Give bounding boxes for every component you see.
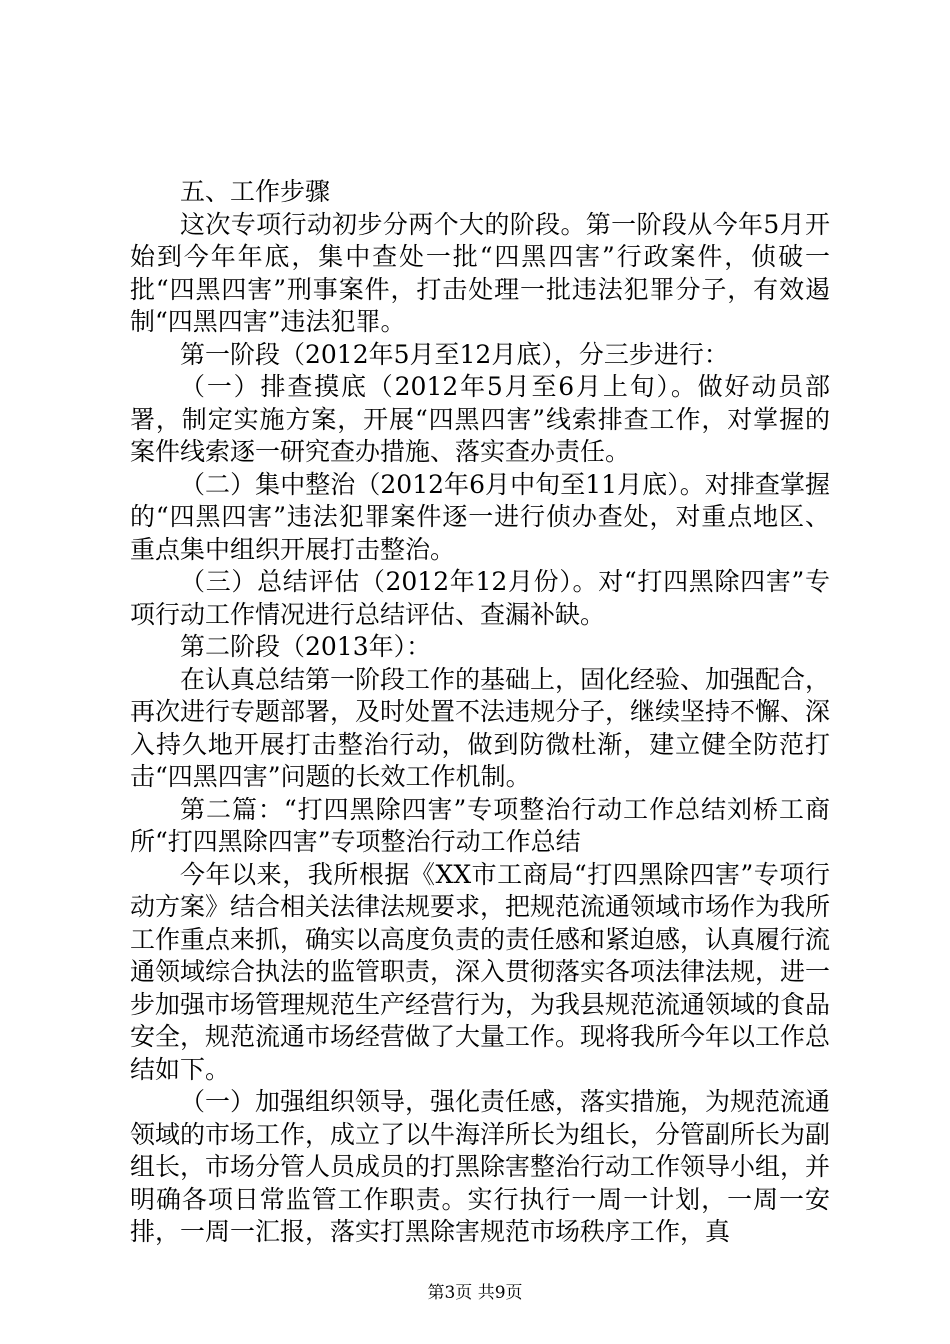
paragraph: 在认真总结第一阶段工作的基础上，固化经验、加强配合，再次进行专题部署，及时处置不法违规分子，继续坚持不懈、深入持久地开展打击整治行动，做到防微杜渐，建立健全防范打击“四黑四害”问题的长效工作机制。	[130, 664, 831, 791]
section-heading: 五、工作步骤	[180, 177, 331, 206]
page-number: 第3页 共9页	[427, 1283, 523, 1303]
section-heading: 第二篇：“打四黑除四害”专项整治行动工作总结刘桥工商所“打四黑除四害”专项整治行动工作总结	[130, 794, 830, 856]
paragraph: 第一阶段（2012年5月至12月底），分三步进行：	[180, 339, 729, 369]
paragraph: （一）加强组织领导，强化责任感，落实措施，为规范流通领域的市场工作，成立了以牛海洋所长为组长，分管副所长为副组长，市场分管人员成员的打黑除害整治行动工作领导小组，并明确各项日常监管工作职责。实行执行一周一计划，一周一安排，一周一汇报，落实打黑除害规范市场秩序工作，真	[130, 1087, 831, 1246]
paragraph: （二）集中整治（2012年6月中旬至11月底）。对排查掌握的“四黑四害”违法犯罪案件逐一进行侦办查处，对重点地区、重点集中组织开展打击整治。	[130, 469, 830, 564]
document-body	[130, 176, 830, 1249]
paragraph: 今年以来，我所根据《XX市工商局“打四黑除四害”专项行动方案》结合相关法律法规要求，把规范流通领域市场作为我所工作重点来抓，确实以高度负责的责任感和紧迫感，认真履行流通领域综合执法的监管职责，深入贯彻落实各项法律法规，进一步加强市场管理规范生产经营行为，为我县规范流通领域的食品安全，规范流通市场经营做了大量工作。现将我所今年以工作总结如下。	[130, 859, 831, 1084]
paragraph: （一）排查摸底（2012年5月至6月上旬）。做好动员部署，制定实施方案，开展“四黑四害”线索排查工作，对掌握的案件线索逐一研究查办措施、落实查办责任。	[130, 372, 830, 466]
paragraph: （三）总结评估（2012年12月份）。对“打四黑除四害”专项行动工作情况进行总结评估、查漏补缺。	[130, 567, 830, 629]
paragraph: 第二阶段（2013年）：	[180, 632, 432, 661]
paragraph: 这次专项行动初步分两个大的阶段。第一阶段从今年5月开始到今年年底，集中查处一批“四黑四害”行政案件，侦破一批“四黑四害”刑事案件，打击处理一批违法犯罪分子，有效遏制“四黑四害”违法犯罪。	[130, 209, 830, 336]
